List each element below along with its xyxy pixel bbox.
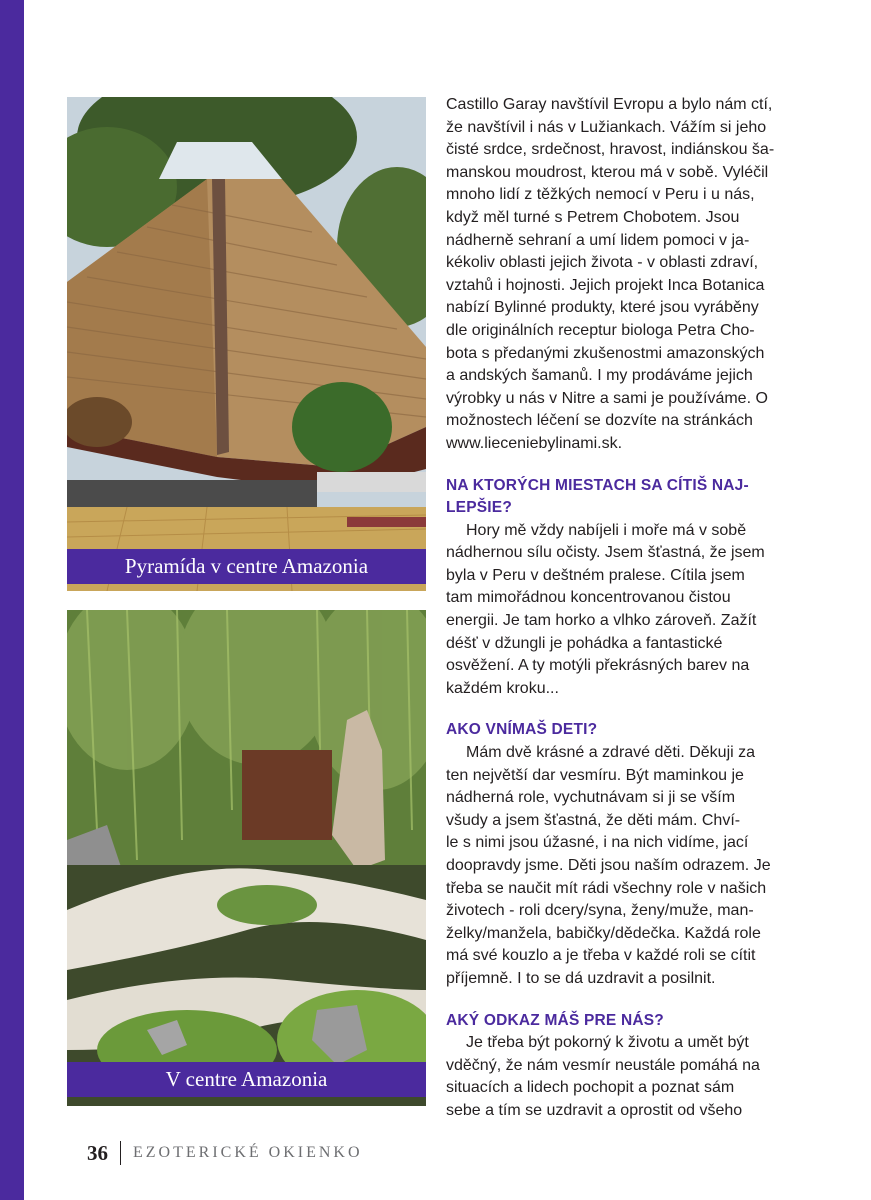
heading-line: NA KTORÝCH MIESTACH SA CÍTIŠ NAJ- xyxy=(446,476,749,494)
garden-photo xyxy=(67,610,426,1106)
section-heading-places xyxy=(446,475,812,520)
text-line: kékoliv oblasti jejich života - v oblasti zdraví, xyxy=(446,254,759,272)
page-footer xyxy=(87,1139,363,1167)
magazine-name: EZOTERICKÉ OKIENKO xyxy=(133,1144,363,1161)
text-line: všudy a jsem šťastná, že děti mám. Chví- xyxy=(446,811,741,829)
text-line: želky/manžela, babičky/dědečka. Každá role xyxy=(446,924,761,942)
text-line: manskou moudrost, kterou má v sobě. Vyléčil xyxy=(446,163,769,181)
pyramid-illustration xyxy=(67,97,426,591)
text-line: nádherně sehraní a umí lidem pomoci v ja- xyxy=(446,231,750,249)
text-line: nádhernou sílu očisty. Jsem šťastná, že jsem xyxy=(446,544,765,562)
text-line: nádherná role, vychutnávam si ji se vším xyxy=(446,789,736,807)
text-line: mnoho lidí z těžkých nemocí v Peru i u nás, xyxy=(446,186,755,204)
text-line: a andských šamanů. I my prodáváme jejich xyxy=(446,367,753,385)
text-line: dle originálních receptur biologa Petra Cho- xyxy=(446,321,755,339)
text-line: tam mimořádnou koncentrovanou čistou xyxy=(446,589,731,607)
text-line: bota s předanými zkušenostmi amazonských xyxy=(446,344,765,362)
text-line: le s nimi jsou úžasné, i na nich vidíme, jací xyxy=(446,834,749,852)
side-accent-bar xyxy=(0,0,24,1200)
text-line: když měl turné s Petrem Chobotem. Jsou xyxy=(446,208,740,226)
text-line: vztahů i hojnosti. Jejich projekt Inca Botanica xyxy=(446,276,765,294)
text-line: třeba se naučit mít rádi všechny role v našich xyxy=(446,879,767,897)
text-line: Castillo Garay navštívil Evropu a bylo nám ctí, xyxy=(446,96,773,113)
footer-divider xyxy=(120,1141,121,1165)
section-paragraph-message xyxy=(446,1032,812,1122)
section-heading-children xyxy=(446,719,812,742)
text-line: že navštívil i nás v Lužiankach. Vážím si jeho xyxy=(446,118,767,136)
section-paragraph-children xyxy=(446,742,812,991)
pyramid-photo xyxy=(67,97,426,591)
text-line: osvěžení. A ty motýli překrásných barev na xyxy=(446,657,750,675)
text-line: příjemně. I to se dá uzdravit a posilnit. xyxy=(446,969,716,987)
garden-illustration xyxy=(67,610,426,1106)
text-line: Je třeba být pokorný k životu a umět být xyxy=(466,1034,749,1052)
pyramid-caption: Pyramída v centre Amazonia xyxy=(67,549,426,584)
text-line: Mám dvě krásné a zdravé děti. Děkuji za xyxy=(466,744,756,762)
text-line: www.lieceniebylinami.sk. xyxy=(446,434,623,452)
section-heading-message xyxy=(446,1010,812,1033)
heading-line: AKO VNÍMAŠ DETI? xyxy=(446,721,598,739)
heading-line: AKÝ ODKAZ MÁŠ PRE NÁS? xyxy=(446,1011,664,1029)
text-line: situacích a lidech pochopit a poznat sám xyxy=(446,1079,735,1097)
text-line: čisté srdce, srdečnost, hravost, indiánskou ša- xyxy=(446,141,775,159)
text-line: Hory mě vždy nabíjeli i moře má v sobě xyxy=(466,521,747,539)
text-line: každém kroku... xyxy=(446,679,559,697)
text-line: déšť v džungli je pohádka a fantastické xyxy=(446,634,723,652)
section-paragraph-places xyxy=(446,520,812,701)
text-line: energii. Je tam horko a vlhko zároveň. Zažít xyxy=(446,612,757,630)
page-number: 36 xyxy=(87,1140,108,1165)
text-line: nabízí Bylinné produkty, které jsou vyráběny xyxy=(446,299,759,317)
intro-paragraph xyxy=(446,94,812,456)
heading-line: LEPŠIE? xyxy=(446,499,512,517)
garden-caption: V centre Amazonia xyxy=(67,1062,426,1097)
text-line: výrobky u nás v Nitre a sami je používáme. O xyxy=(446,389,768,407)
text-line: životech - roli dcery/syna, ženy/muže, man- xyxy=(446,902,754,920)
text-line: možnostech léčení se dozvíte na stránkách xyxy=(446,412,753,430)
article-text-column xyxy=(446,94,812,1123)
text-line: vděčný, že nám vesmír neustále pomáhá na xyxy=(446,1056,760,1074)
text-line: ten největší dar vesmíru. Být maminkou je xyxy=(446,766,744,784)
text-line: doopravdy jsme. Děti jsou naším odrazem. Je xyxy=(446,857,771,874)
text-line: sebe a tím se uzdravit a oprostit od všeho xyxy=(446,1101,743,1119)
text-line: má své kouzlo a je třeba v každé roli se cítit xyxy=(446,947,756,965)
text-line: byla v Peru v deštném pralese. Cítila jsem xyxy=(446,566,745,584)
